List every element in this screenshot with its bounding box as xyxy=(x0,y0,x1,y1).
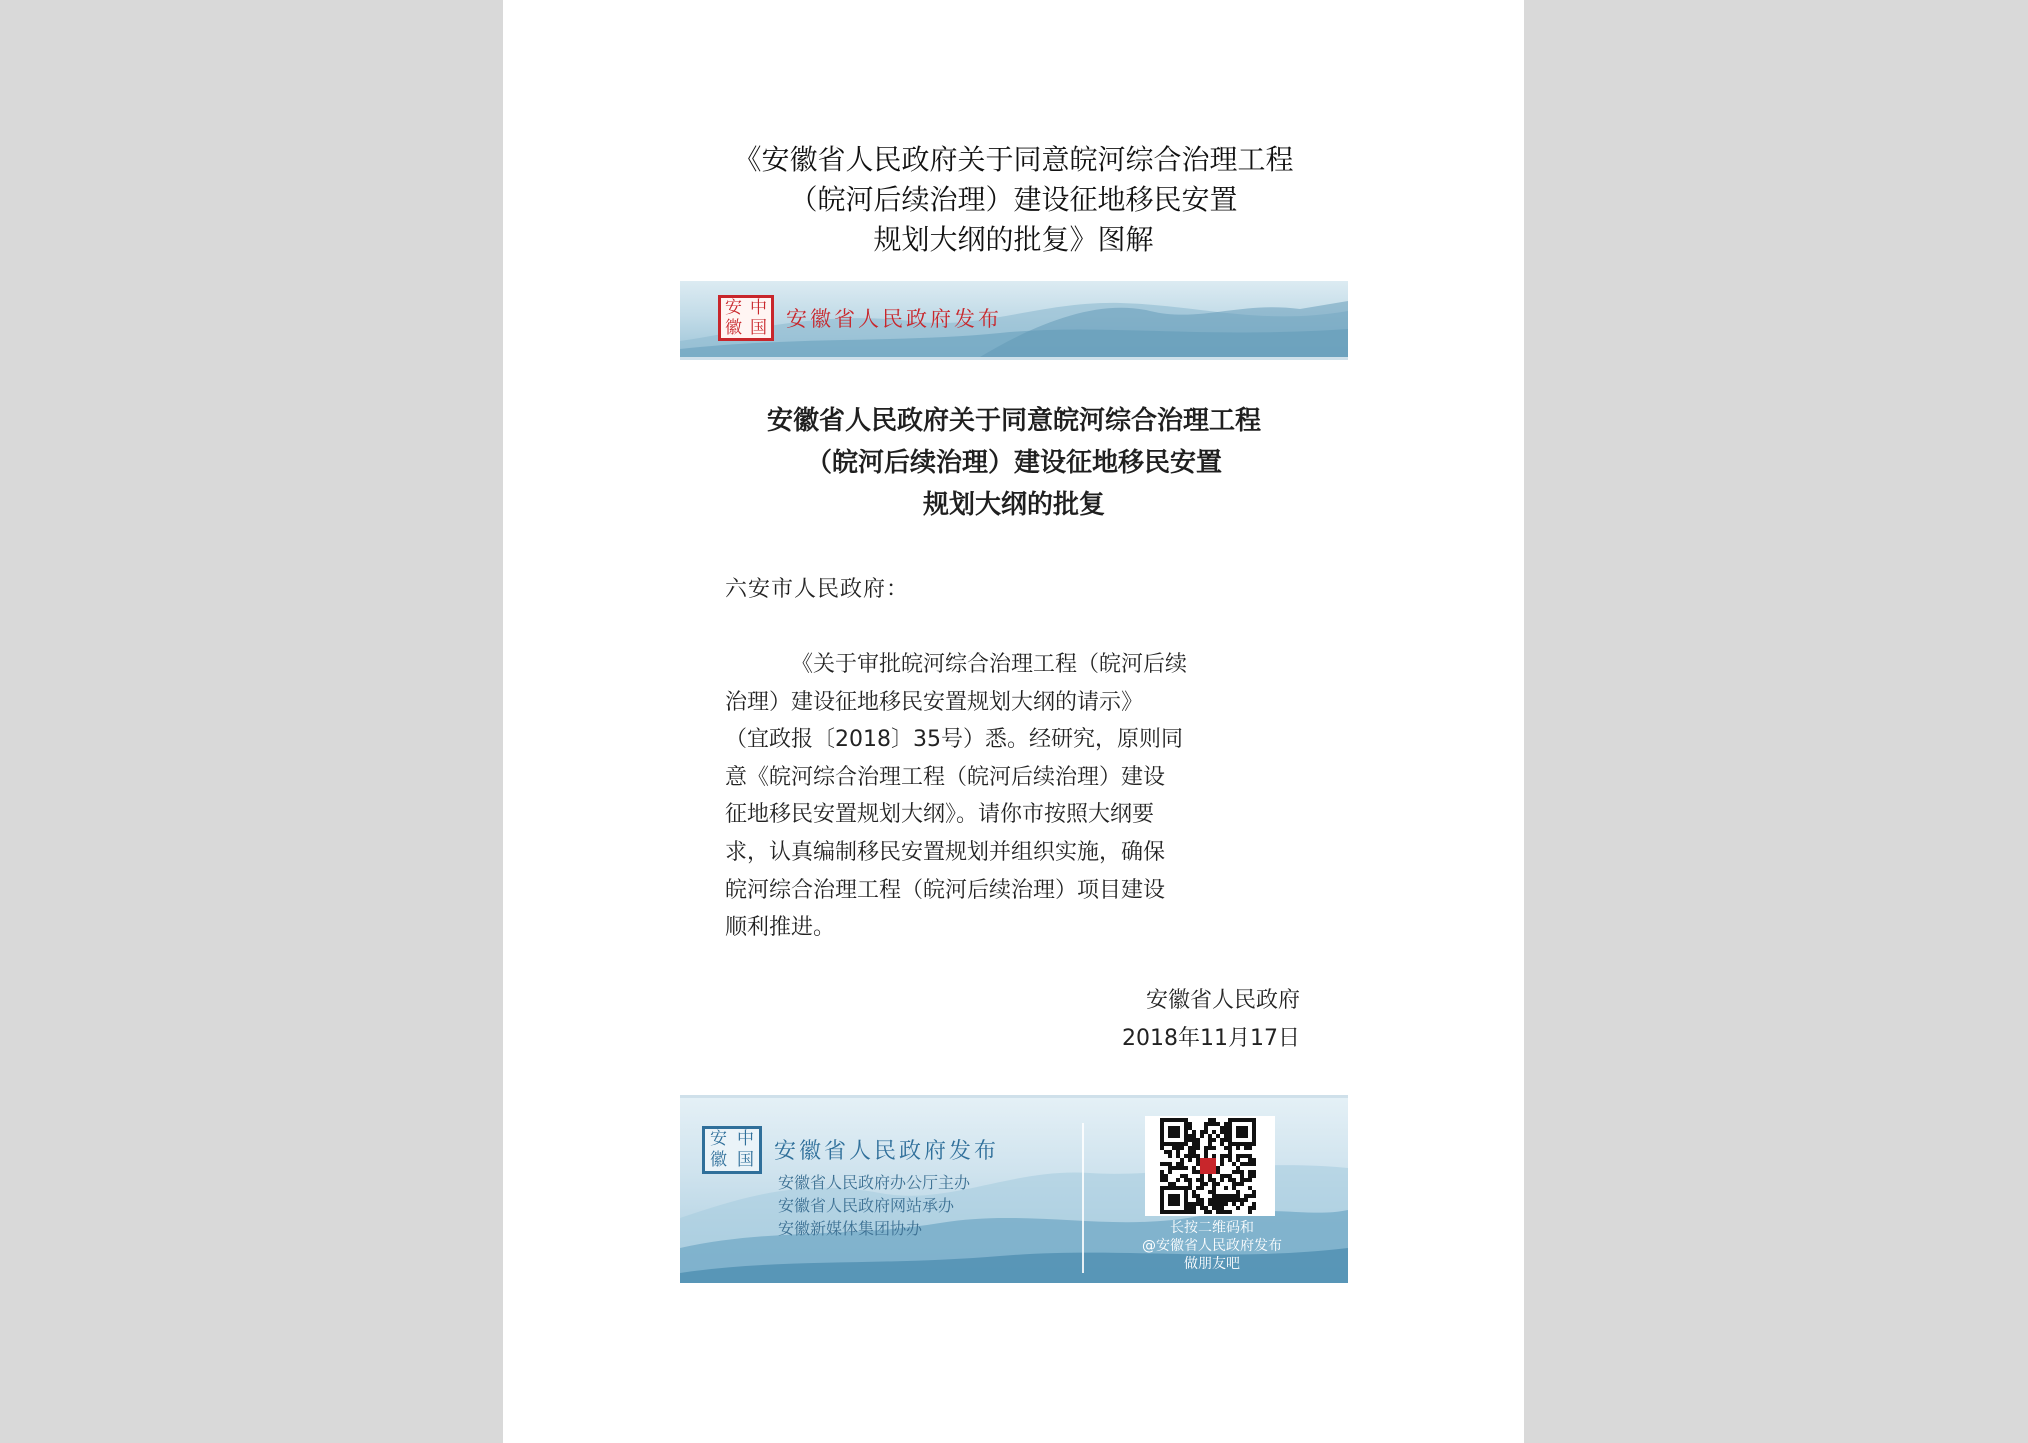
qr-caption-line: 做朋友吧 xyxy=(1184,1256,1240,1272)
document-page xyxy=(503,0,1524,1443)
seal-char: 中 xyxy=(737,1129,754,1149)
signature-date: 2018年11月17日 xyxy=(1122,1026,1300,1051)
body-line: （宜政报〔2018〕35号）悉。经研究，原则同 xyxy=(725,727,1183,753)
notice-title xyxy=(680,400,1348,526)
document-title-line: 《安徽省人民政府关于同意皖河综合治理工程 xyxy=(733,143,1294,176)
body-line: 皖河综合治理工程（皖河后续治理）项目建设 xyxy=(725,877,1166,903)
publisher-name: 安徽省人民政府发布 xyxy=(774,1139,1000,1164)
seal-logo xyxy=(702,1126,762,1174)
qr-caption-line: @安徽省人民政府发布 xyxy=(1142,1238,1282,1254)
notice-title-line: 规划大纲的批复 xyxy=(922,490,1105,520)
body-line: 治理）建设征地移民安置规划大纲的请示》 xyxy=(725,689,1144,715)
divider xyxy=(1082,1123,1084,1273)
notice-body xyxy=(725,646,1305,947)
body-line: 顺利推进。 xyxy=(725,915,836,941)
notice-title-line: （皖河后续治理）建设征地移民安置 xyxy=(805,448,1222,478)
qr-caption xyxy=(1105,1219,1319,1273)
body-line: 《关于审批皖河综合治理工程（皖河后续 xyxy=(791,652,1188,677)
seal-char: 徽 xyxy=(725,317,742,338)
footer-banner xyxy=(680,1095,1348,1283)
qr-code-graphic xyxy=(1145,1116,1275,1216)
publisher-name: 安徽省人民政府发布 xyxy=(786,307,1002,331)
signature-block xyxy=(1122,982,1300,1058)
seal-char: 国 xyxy=(750,317,767,338)
seal-char: 安 xyxy=(725,297,742,318)
document-title-line: 规划大纲的批复》图解 xyxy=(873,223,1154,256)
credit-line: 安徽省人民政府网站承办 xyxy=(778,1196,955,1215)
header-banner xyxy=(680,281,1348,360)
seal-logo xyxy=(718,295,774,341)
notice-title-line: 安徽省人民政府关于同意皖河综合治理工程 xyxy=(766,406,1261,436)
seal-char: 安 xyxy=(710,1129,727,1149)
credits xyxy=(778,1171,970,1240)
document-title xyxy=(503,140,1524,260)
document-title-line: （皖河后续治理）建设征地移民安置 xyxy=(789,183,1238,216)
credit-line: 安徽新媒体集团协办 xyxy=(778,1219,923,1238)
qr-caption-line: 长按二维码和 xyxy=(1170,1220,1254,1236)
body-line: 征地移民安置规划大纲》。请你市按照大纲要 xyxy=(725,802,1155,828)
credit-line: 安徽省人民政府办公厅主办 xyxy=(778,1173,971,1192)
seal-char: 中 xyxy=(750,297,767,318)
seal-char: 国 xyxy=(737,1150,754,1170)
addressee: 六安市人民政府： xyxy=(725,577,910,602)
seal-char: 徽 xyxy=(710,1150,727,1170)
body-line: 求，认真编制移民安置规划并组织实施，确保 xyxy=(725,839,1166,865)
qr-code-icon[interactable] xyxy=(1145,1116,1275,1216)
body-line: 意《皖河综合治理工程（皖河后续治理）建设 xyxy=(725,764,1166,790)
signature-org: 安徽省人民政府 xyxy=(1145,988,1300,1013)
mountain-illustration xyxy=(680,281,1348,357)
